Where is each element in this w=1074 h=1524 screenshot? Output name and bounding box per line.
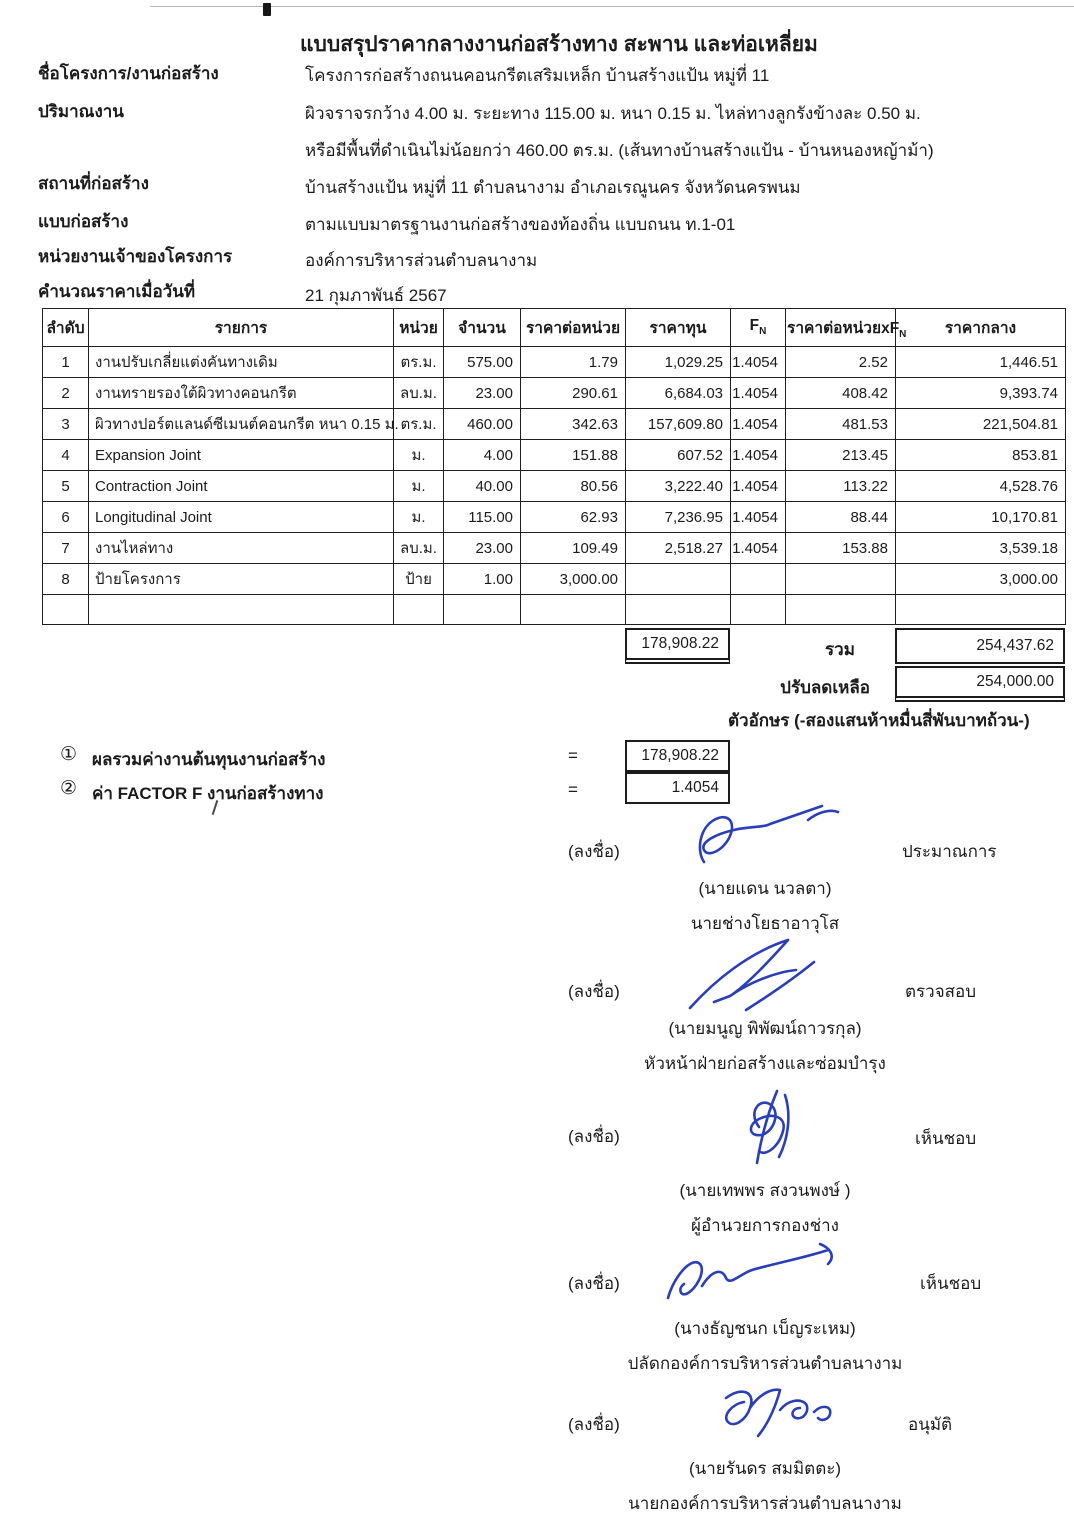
signature-4-icon [660, 1238, 860, 1308]
signature-3-name: (นายเทพพร สงวนพงษ์ ) [679, 1181, 851, 1200]
signature-4-name: (นางธัญชนก เบ็ญระเหม) [674, 1319, 856, 1338]
amount-in-words: ตัวอักษร (-สองแสนห้าหมื่นสี่พันบาทถ้วน-) [728, 711, 1030, 730]
label-quantity: ปริมาณงาน [38, 102, 124, 121]
table-row: 6 Longitudinal Joint ม. 115.00 62.93 7,236.95 1.4054 88.44 10,170.81 [43, 502, 1066, 533]
signature-5-icon [700, 1382, 860, 1452]
adjusted-label: ปรับลดเหลือ [780, 678, 870, 697]
signature-1-position: นายช่างโยธาอาวุโส [690, 914, 840, 933]
value-project-name: โครงการก่อสร้างถนนคอนกรีตเสริมเหล็ก บ้านสร้างแป้น หมู่ที่ 11 [305, 66, 770, 85]
signature-1-name: (นายแดน นวลตา) [698, 879, 832, 898]
signature-5-role: อนุมัติ [908, 1415, 953, 1434]
label-location: สถานที่ก่อสร้าง [38, 174, 149, 193]
label-calc-date: คำนวณราคาเมื่อวันที่ [38, 282, 196, 301]
col-qty: จำนวน [444, 309, 521, 347]
table-row: 1 งานปรับเกลี่ยแต่งคันทางเดิม ตร.ม. 575.00 1.79 1,029.25 1.4054 2.52 1,446.51 [43, 347, 1066, 378]
value-agency: องค์การบริหารส่วนตำบลนางาม [305, 251, 538, 270]
col-unit-x-fn: ราคาต่อหน่วย$xF_N$ [786, 309, 896, 347]
table-row: 3 ผิวทางปอร์ตแลนด์ซีเมนต์คอนกรีต หนา 0.15 ม. ตร.ม. 460.00 342.63 157,609.80 1.4054 481.53 221,504.81 [43, 409, 1066, 440]
col-no: ลำดับ [43, 309, 89, 347]
sign-here-label: (ลงชื่อ) [568, 1274, 620, 1293]
table-header-row [43, 309, 1066, 347]
sum-label: รวม [825, 640, 855, 659]
scan-artifact-mark [263, 3, 271, 16]
col-fn: $F_N$ [731, 309, 786, 347]
signature-4-role: เห็นชอบ [920, 1274, 982, 1293]
signature-5-name: (นายรันดร สมมิตตะ) [688, 1459, 842, 1478]
value-drawing: ตามแบบมาตรฐานงานก่อสร้างของท้องถิ่น แบบถนน ท.1-01 [305, 215, 736, 234]
col-unit-price: ราคาต่อหน่วย [521, 309, 626, 347]
adjusted-value-box: 254,000.00 [895, 666, 1065, 702]
signature-2-icon [680, 938, 870, 1014]
signature-5-position: นายกองค์การบริหารส่วนตำบลนางาม [628, 1494, 902, 1513]
label-drawing: แบบก่อสร้าง [38, 212, 129, 231]
value-quantity-line1: ผิวจราจรกว้าง 4.00 ม. ระยะทาง 115.00 ม. หนา 0.15 ม. ไหล่ทางลูกรังข้างละ 0.50 ม. [305, 104, 921, 123]
label-agency: หน่วยงานเจ้าของโครงการ [38, 247, 233, 266]
circled-2-icon: ② [60, 778, 78, 799]
sign-here-label: (ลงชื่อ) [568, 982, 620, 1001]
circled-1-icon: ① [60, 744, 78, 765]
value-quantity-line2: หรือมีพื้นที่ดำเนินไม่น้อยกว่า 460.00 ตร.ม. (เส้นทางบ้านสร้างแป้น - บ้านหนองหญ้าม้า) [305, 141, 934, 160]
signature-2-name: (นายมนูญ พิพัฒน์ถาวรกุล) [668, 1019, 862, 1038]
value-calc-date: 21 กุมภาพันธ์ 2567 [305, 286, 447, 305]
table-row: 4 Expansion Joint ม. 4.00 151.88 607.52 1.4054 213.45 853.81 [43, 440, 1066, 471]
signature-2-role: ตรวจสอบ [905, 982, 977, 1001]
page-title: แบบสรุปราคากลางงานก่อสร้างทาง สะพาน และท่อเหลี่ยม [300, 33, 818, 56]
table-row-empty [43, 595, 1066, 625]
value-location: บ้านสร้างแป้น หมู่ที่ 11 ตำบลนางาม อำเภอเรณูนคร จังหวัดนครพนม [305, 178, 801, 197]
col-unit: หน่วย [394, 309, 444, 347]
signature-3-role: เห็นชอบ [915, 1129, 977, 1148]
factor-2-value-box: 1.4054 [625, 772, 730, 804]
sign-here-label: (ลงชื่อ) [568, 842, 620, 861]
table-row: 2 งานทรายรองใต้ผิวทางคอนกรีต ลบ.ม. 23.00 290.61 6,684.03 1.4054 408.42 9,393.74 [43, 378, 1066, 409]
signature-3-position: ผู้อำนวยการกองช่าง [690, 1216, 839, 1235]
sign-here-label: (ลงชื่อ) [568, 1127, 620, 1146]
cost-table [42, 308, 1066, 625]
signature-4-position: ปลัดกองค์การบริหารส่วนตำบลนางาม [627, 1354, 903, 1373]
table-row: 5 Contraction Joint ม. 40.00 80.56 3,222.40 1.4054 113.22 4,528.76 [43, 471, 1066, 502]
scan-artifact-line [150, 6, 1074, 7]
signature-1-role: ประมาณการ [902, 842, 997, 861]
col-mid-price: ราคากลาง [896, 309, 1066, 347]
sign-here-label: (ลงชื่อ) [568, 1415, 620, 1434]
factor-2-label: ค่า FACTOR F งานก่อสร้างทาง [92, 784, 324, 803]
label-project-name: ชื่อโครงการ/งานก่อสร้าง [38, 64, 219, 83]
signature-1-icon [690, 800, 860, 872]
factor-1-value-box: 178,908.22 [625, 740, 730, 772]
equals-sign: = [568, 746, 578, 765]
sum-value-box: 254,437.62 [895, 628, 1065, 664]
table-row: 8 ป้ายโครงการ ป้าย 1.00 3,000.00 3,000.00 [43, 564, 1066, 595]
cost-total-box: 178,908.22 [625, 628, 730, 664]
col-item: รายการ [89, 309, 394, 347]
table-row: 7 งานไหล่ทาง ลบ.ม. 23.00 109.49 2,518.27 1.4054 153.88 3,539.18 [43, 533, 1066, 564]
signature-3-icon [715, 1085, 825, 1175]
col-cost: ราคาทุน [626, 309, 731, 347]
factor-1-label: ผลรวมค่างานต้นทุนงานก่อสร้าง [92, 750, 326, 769]
equals-sign: = [568, 780, 578, 799]
signature-2-position: หัวหน้าฝ่ายก่อสร้างและซ่อมบำรุง [644, 1054, 886, 1073]
